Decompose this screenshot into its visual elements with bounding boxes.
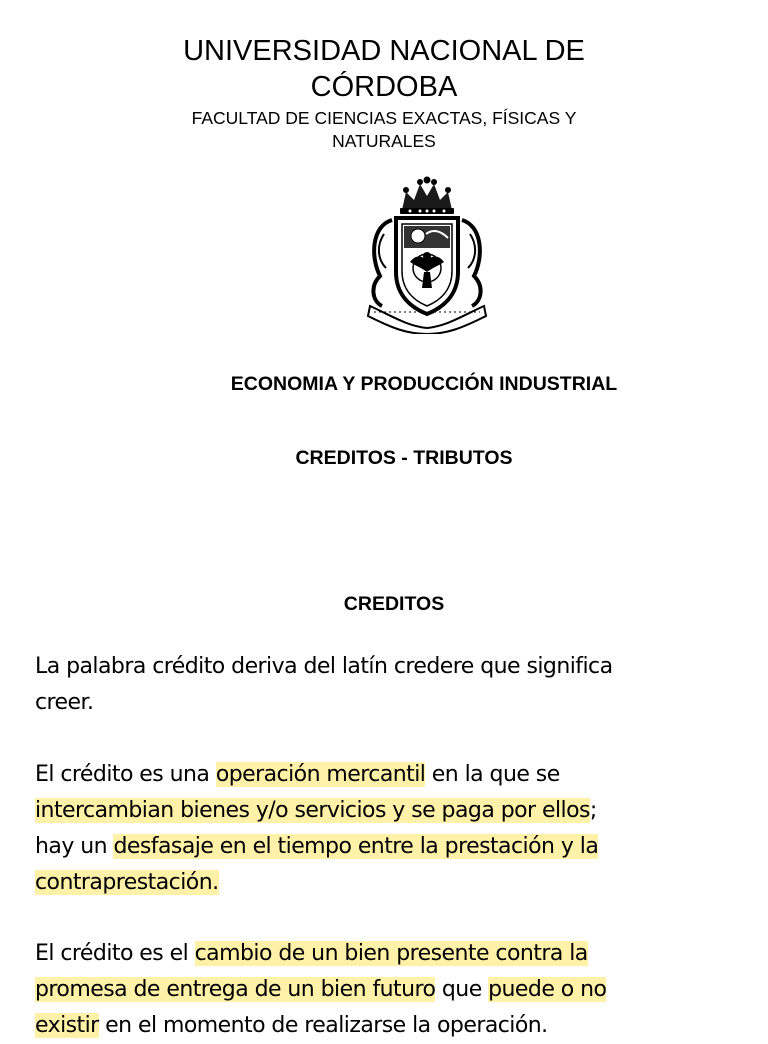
faculty-title-line-1: FACULTAD DE CIENCIAS EXACTAS, FÍSICAS Y bbox=[191, 108, 577, 128]
highlight: desfasaje en el tiempo entre la prestación y la bbox=[113, 834, 599, 859]
highlight: cambio de un bien presente contra la bbox=[194, 941, 588, 966]
text: hay un bbox=[35, 834, 114, 859]
paragraph-line bbox=[35, 1008, 735, 1044]
highlight: contraprestación. bbox=[35, 870, 219, 895]
paragraph-line bbox=[35, 936, 735, 972]
highlight: existir bbox=[35, 1013, 99, 1038]
text: que bbox=[435, 977, 489, 1002]
faculty-title bbox=[0, 107, 768, 153]
highlight: puede o no bbox=[488, 977, 607, 1002]
text: en el momento de realizarse la operación. bbox=[98, 1013, 548, 1038]
highlight: promesa de entrega de un bien futuro bbox=[35, 977, 436, 1002]
subtitle: CREDITOS - TRIBUTOS bbox=[295, 447, 513, 469]
text: ; bbox=[589, 798, 597, 823]
text: El crédito es una bbox=[35, 762, 216, 787]
university-title-line-2: CÓRDOBA bbox=[310, 71, 458, 103]
highlight: intercambian bienes y/o servicios y se paga por ellos bbox=[35, 798, 590, 823]
highlight: operación mercantil bbox=[215, 762, 426, 787]
paragraph-line: La palabra crédito deriva del latín credere que significa bbox=[35, 654, 613, 679]
text: en la que se bbox=[425, 762, 560, 787]
paragraph-line bbox=[35, 972, 735, 1008]
paragraph-line: creer. bbox=[35, 690, 94, 715]
university-title bbox=[0, 33, 768, 105]
university-title-line-1: UNIVERSIDAD NACIONAL DE bbox=[183, 35, 585, 67]
paragraph-line bbox=[35, 829, 735, 865]
paragraph-line bbox=[35, 757, 735, 793]
university-crest-icon bbox=[362, 176, 492, 334]
paragraph-line bbox=[35, 865, 735, 901]
paragraph-1 bbox=[35, 649, 735, 721]
paragraph-2 bbox=[35, 757, 735, 901]
paragraph-3 bbox=[35, 936, 735, 1044]
faculty-title-line-2: NATURALES bbox=[332, 131, 436, 151]
text: El crédito es el bbox=[35, 941, 195, 966]
section-title: CREDITOS bbox=[343, 593, 445, 615]
course-title: ECONOMIA Y PRODUCCIÓN INDUSTRIAL bbox=[230, 373, 618, 395]
paragraph-line bbox=[35, 793, 735, 829]
crest-drawing bbox=[362, 176, 492, 334]
